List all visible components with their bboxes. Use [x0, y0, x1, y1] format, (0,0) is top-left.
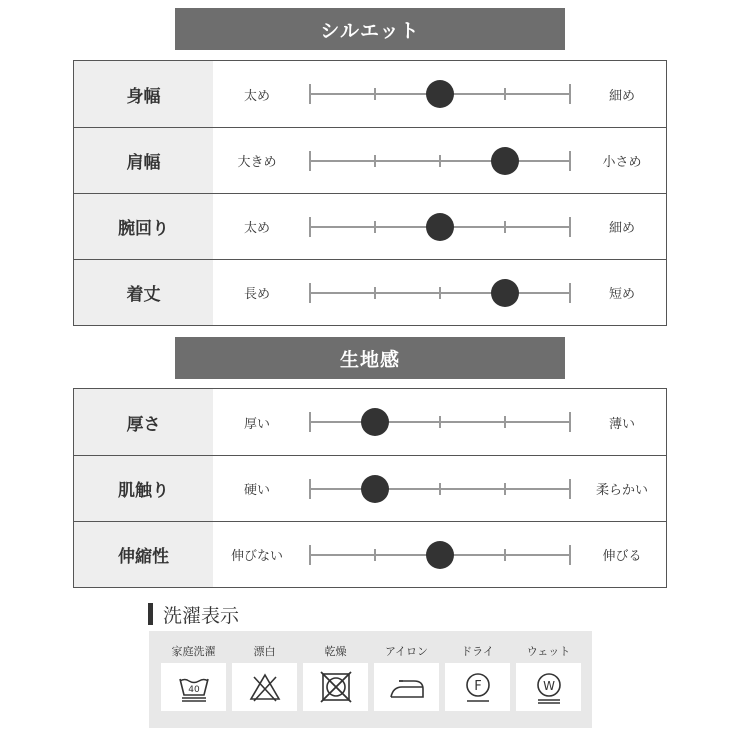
- scale-left-label: 大きめ: [237, 155, 277, 170]
- scale-tick: [374, 221, 376, 233]
- wet-clean-letter: W: [542, 679, 555, 693]
- rating-row: [74, 389, 666, 455]
- silhouette-title: シルエット: [320, 19, 420, 42]
- scale-tick: [439, 416, 441, 428]
- row-scale-area: [213, 194, 666, 259]
- scale-right-label: 短め: [608, 287, 635, 302]
- rating-row: [74, 127, 666, 193]
- care-symbol-box: [303, 663, 368, 711]
- scale-marker: [361, 475, 389, 503]
- scale-right-label: 薄い: [608, 416, 635, 432]
- care-heading: [148, 601, 239, 627]
- rating-scale: [310, 522, 570, 587]
- care-item-dry-clean: [445, 631, 510, 728]
- row-label: 伸縮性: [74, 522, 213, 587]
- iron-icon: [387, 670, 427, 704]
- rating-scale: [310, 194, 570, 259]
- scale-marker: [426, 80, 454, 108]
- wash-tub-40-icon: [177, 670, 211, 704]
- scale-tick: [374, 155, 376, 167]
- scale-tick: [504, 88, 506, 100]
- scale-tick: [309, 412, 311, 432]
- scale-left-label: 伸びない: [230, 549, 283, 564]
- no-tumble-dry-icon: [319, 670, 353, 704]
- scale-tick: [504, 416, 506, 428]
- care-title: 洗濯表示: [163, 604, 240, 627]
- scale-right-label: 伸びる: [602, 549, 642, 564]
- scale-tick: [374, 88, 376, 100]
- scale-marker: [426, 541, 454, 569]
- scale-right-label: 細め: [608, 221, 635, 236]
- rating-scale: [310, 128, 570, 193]
- care-heading-bar: [148, 603, 153, 625]
- care-item-iron: [374, 631, 439, 728]
- scale-left-label: 厚い: [243, 416, 270, 432]
- scale-marker: [491, 279, 519, 307]
- wet-clean-w-icon: [532, 670, 566, 704]
- scale-tick: [439, 287, 441, 299]
- care-symbol-box: [445, 663, 510, 711]
- rating-scale: [310, 260, 570, 325]
- scale-tick: [569, 412, 571, 432]
- rating-scale: [310, 389, 570, 455]
- scale-tick: [569, 479, 571, 499]
- scale-tick: [569, 84, 571, 104]
- scale-marker: [491, 147, 519, 175]
- care-item-bleach: [232, 631, 297, 728]
- row-label: 肌触り: [74, 456, 213, 521]
- scale-tick: [309, 217, 311, 237]
- care-label: 乾燥: [324, 645, 347, 658]
- care-panel: [149, 631, 592, 728]
- rating-row: [74, 193, 666, 259]
- texture-table: [73, 388, 667, 588]
- scale-marker: [426, 213, 454, 241]
- scale-tick: [309, 545, 311, 565]
- scale-tick: [504, 549, 506, 561]
- care-item-tumble-dry: [303, 631, 368, 728]
- texture-title: 生地感: [339, 348, 400, 371]
- rating-scale: [310, 456, 570, 521]
- scale-tick: [309, 151, 311, 171]
- scale-tick: [569, 545, 571, 565]
- care-label: 家庭洗濯: [171, 645, 216, 658]
- scale-tick: [569, 151, 571, 171]
- dry-clean-f-icon: [461, 670, 495, 704]
- row-scale-area: [213, 61, 666, 127]
- row-scale-area: [213, 389, 666, 455]
- row-scale-area: [213, 260, 666, 325]
- scale-tick: [374, 549, 376, 561]
- row-label: 着丈: [74, 260, 213, 325]
- scale-right-label: 細め: [608, 88, 635, 104]
- scale-left-label: 硬い: [243, 483, 270, 498]
- care-symbol-box: [161, 663, 226, 711]
- scale-left-label: 長め: [243, 287, 270, 302]
- scale-marker: [361, 408, 389, 436]
- scale-tick: [309, 283, 311, 303]
- scale-left-label: 太め: [243, 221, 270, 236]
- row-label: 身幅: [74, 61, 213, 127]
- care-label: アイロン: [384, 645, 428, 658]
- rating-row: [74, 61, 666, 127]
- row-scale-area: [213, 522, 666, 587]
- care-item-home-wash: [161, 631, 226, 728]
- care-label: ウェット: [526, 645, 571, 658]
- row-label: 肩幅: [74, 128, 213, 193]
- row-scale-area: [213, 456, 666, 521]
- silhouette-header: [175, 8, 565, 50]
- rating-row: [74, 521, 666, 587]
- rating-row: [74, 259, 666, 325]
- dry-clean-letter: F: [473, 679, 482, 694]
- scale-right-label: 柔らかい: [595, 483, 648, 498]
- care-item-wet-clean: [516, 631, 581, 728]
- scale-tick: [439, 483, 441, 495]
- scale-tick: [374, 287, 376, 299]
- scale-tick: [309, 479, 311, 499]
- scale-left-label: 太め: [243, 88, 270, 104]
- row-label: 厚さ: [74, 389, 213, 455]
- silhouette-table: [73, 60, 667, 326]
- care-label: ドライ: [461, 645, 494, 658]
- texture-header: [175, 337, 565, 379]
- scale-right-label: 小さめ: [602, 155, 642, 170]
- care-symbol-box: [232, 663, 297, 711]
- scale-tick: [504, 221, 506, 233]
- row-label: 腕回り: [74, 194, 213, 259]
- row-scale-area: [213, 128, 666, 193]
- care-symbol-box: [374, 663, 439, 711]
- wash-temperature: 40: [187, 685, 200, 695]
- rating-row: [74, 455, 666, 521]
- scale-tick: [309, 84, 311, 104]
- scale-tick: [439, 155, 441, 167]
- care-symbol-box: [516, 663, 581, 711]
- scale-tick: [569, 217, 571, 237]
- scale-tick: [569, 283, 571, 303]
- rating-scale: [310, 61, 570, 127]
- scale-tick: [504, 483, 506, 495]
- no-bleach-icon: [248, 670, 282, 704]
- care-label: 漂白: [253, 645, 276, 658]
